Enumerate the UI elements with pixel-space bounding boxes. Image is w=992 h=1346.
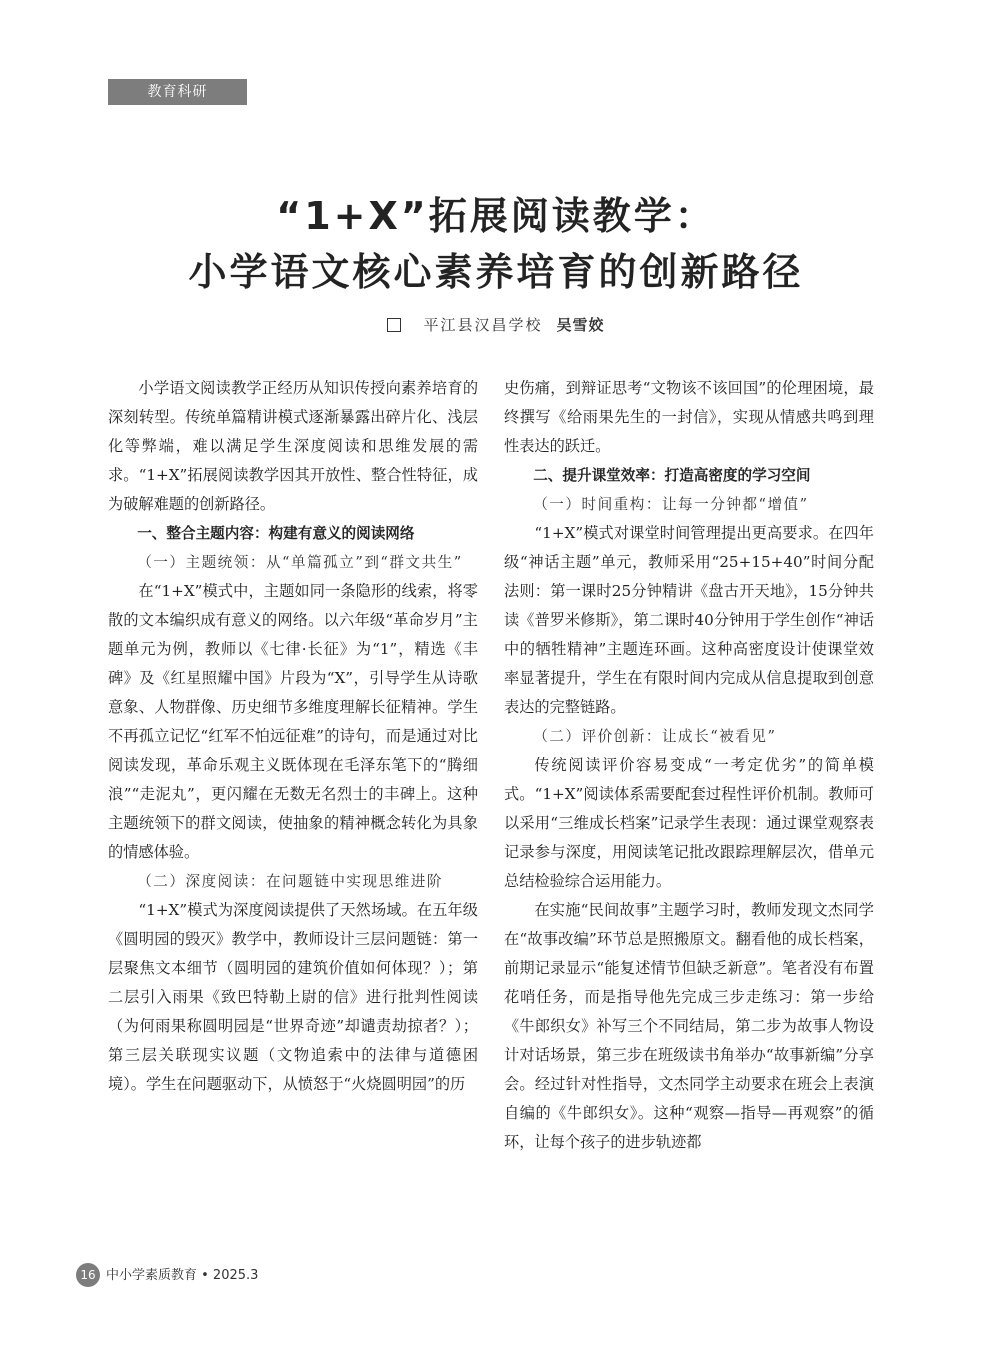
author-name: 吴雪姣 [556,316,605,334]
article-title-line1: “1+X”拓展阅读教学： [276,194,716,238]
section-heading-2: 二、提升课堂效率：打造高密度的学习空间 [533,467,811,484]
body-paragraph: “1+X”模式对课堂时间管理提出更高要求。在四年级“神话主题”单元，教师采用“25+15+40”时间分配法则：第一课时25分钟精讲《盘古开天地》，15分钟共读《普罗米修斯》，第二课时40分钟用于学生创作“神话中的牺牲精神”主题连环画。这种高密度设计使课堂效率显著提升，学生在有限时间内完成从信息提取到创意表达的完整链路。 [504,524,874,716]
article-title-line2: 小学语文核心素养培育的创新路径 [188,250,804,294]
square-marker-icon [387,318,401,332]
intro-paragraph: 小学语文阅读教学正经历从知识传授向素养培育的深刻转型。传统单篇精讲模式逐渐暴露出碎片化、浅层化等弊端，难以满足学生深度阅读和思维发展的需求。“1+X”拓展阅读教学因其开放性、整合性特征，成为破解难题的创新路径。 [108,379,478,513]
body-paragraph-continued: 史伤痛，到辩证思考“文物该不该回国”的伦理困境，最终撰写《给雨果先生的一封信》，实现从情感共鸣到理性表达的跃迁。 [504,379,874,455]
page-number: 16 [76,1263,100,1287]
body-paragraph: 传统阅读评价容易变成“一考定优劣”的简单模式。“1+X”阅读体系需要配套过程性评价机制。教师可以采用“三维成长档案”记录学生表现：通过课堂观察表记录参与深度，用阅读笔记批改跟踪理解层次，借单元总结检验综合运用能力。 [504,756,874,890]
subsection-heading-1-1: （一）主题统领：从“单篇孤立”到“群文共生” [137,554,463,571]
subsection-heading-2-2: （二）评价创新：让成长“被看见” [533,728,777,745]
byline [0,314,992,335]
author-school: 平江县汉昌学校 [423,316,543,334]
section-tag: 教育科研 [108,79,247,105]
body-paragraph: 在实施“民间故事”主题学习时，教师发现文杰同学在“故事改编”环节总是照搬原文。翻看他的成长档案，前期记录显示“能复述情节但缺乏新意”。笔者没有布置花哨任务，而是指导他先完成三步走练习：第一步给《牛郎织女》补写三个不同结局，第二步为故事人物设计对话场景，第三步在班级读书角举办“故事新编”分享会。经过针对性指导，文杰同学主动要求在班会上表演自编的《牛郎织女》。这种“观察—指导—再观察”的循环，让每个孩子的进步轨迹都 [504,901,874,1151]
body-paragraph: “1+X”模式为深度阅读提供了天然场域。在五年级《圆明园的毁灭》教学中，教师设计三层问题链：第一层聚焦文本细节（圆明园的建筑价值如何体现？）；第二层引入雨果《致巴特勒上尉的信》进行批判性阅读（为何雨果称圆明园是“世界奇迹”却谴责劫掠者？）；第三层关联现实议题（文物追索中的法律与道德困境）。学生在问题驱动下，从愤怒于“火烧圆明园”的历 [108,901,478,1093]
page-footer [76,1263,258,1287]
left-column [108,374,478,1099]
body-paragraph: 在“1+X”模式中，主题如同一条隐形的线索，将零散的文本编织成有意义的网络。以六年级“革命岁月”主题单元为例，教师以《七律·长征》为“1”，精选《丰碑》及《红星照耀中国》片段为“X”，引导学生从诗歌意象、人物群像、历史细节多维度理解长征精神。学生不再孤立记忆“红军不怕远征难”的诗句，而是通过对比阅读发现，革命乐观主义既体现在毛泽东笔下的“腾细浪”“走泥丸”，更闪耀在无数无名烈士的丰碑上。这种主题统领下的群文阅读，使抽象的精神概念转化为具象的情感体验。 [108,582,478,861]
subsection-heading-2-1: （一）时间重构：让每一分钟都“增值” [533,496,809,513]
right-column [504,374,874,1157]
subsection-heading-1-2: （二）深度阅读：在问题链中实现思维进阶 [137,873,443,890]
journal-info: 中小学素质教育 • 2025.3 [106,1268,259,1283]
section-heading-1: 一、整合主题内容：构建有意义的阅读网络 [137,525,415,542]
